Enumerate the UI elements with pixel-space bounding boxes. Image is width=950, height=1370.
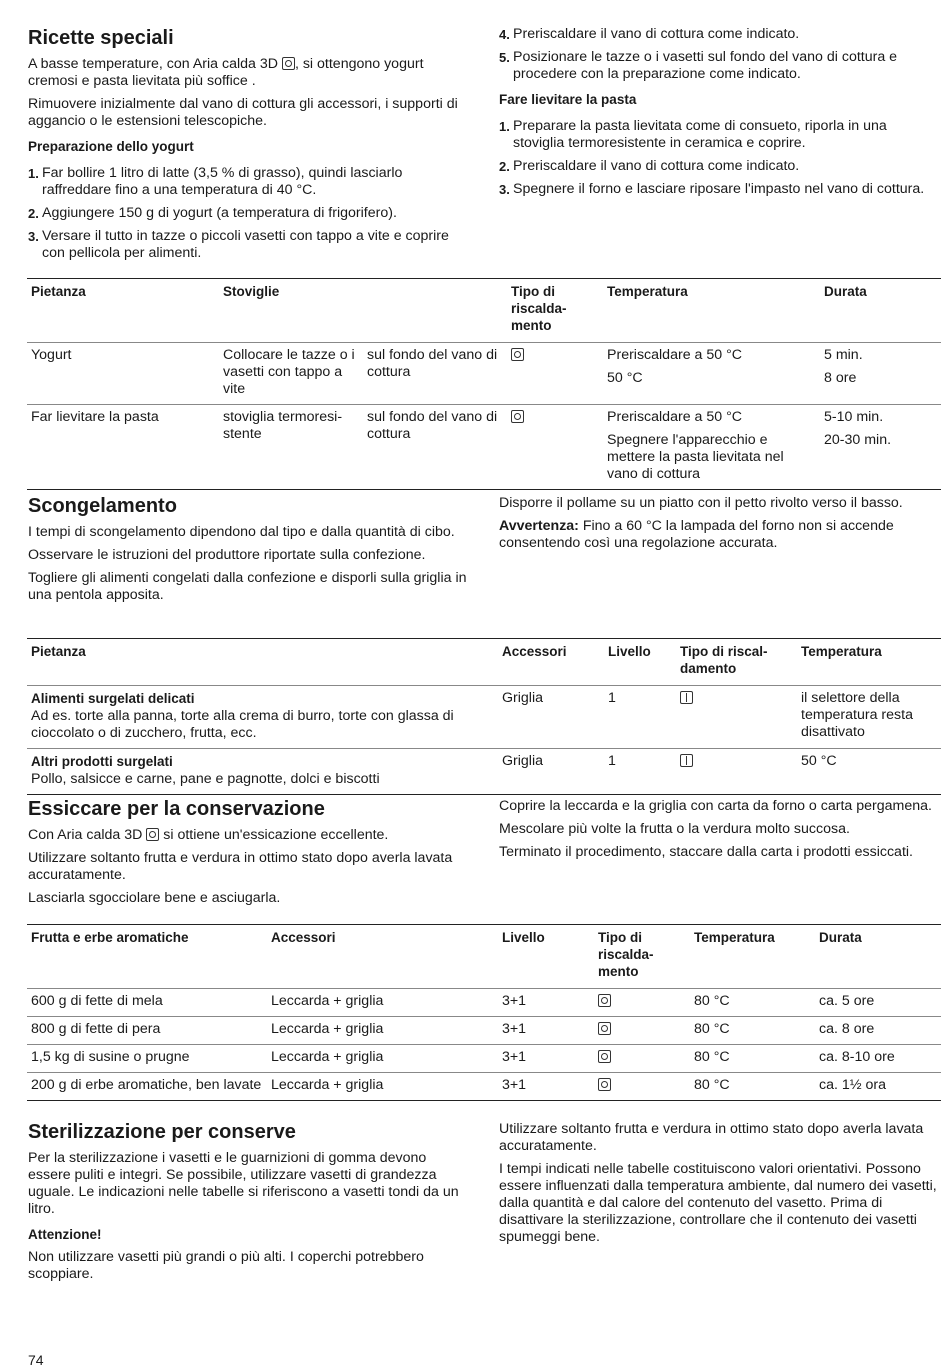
column-header: Temperatura: [801, 644, 882, 659]
ricette-left-column: [28, 26, 468, 268]
table-row: 600 g di fette di mela Leccarda + griglia 3+1 80 °C ca. 5 ore: [27, 989, 941, 1017]
defrost-icon: [680, 754, 693, 767]
table-row: Far lievitare la pasta stoviglia termoresi-stente sul fondo del vano di cottura Preriscaldare a 50 °C Spegnere l'apparecchio e mettere la pasta lievitata nel vano di cottura 5-10 min. 20-30 min.: [31, 409, 892, 482]
pasta-heading: Fare lievitare la pasta: [499, 92, 637, 107]
yogurt-heading: Preparazione dello yogurt: [28, 139, 194, 154]
hot-air-3d-icon: [511, 410, 524, 423]
column-header: Livello: [502, 930, 545, 945]
ricette-right-column: [499, 26, 941, 204]
list-item: 5. Posizionare le tazze o i vasetti sul fondo del vano di cottura e procedere con la preparazione come indicato.: [499, 49, 898, 82]
column-header: Pietanza: [31, 284, 86, 299]
column-header: Pietanza: [31, 644, 86, 659]
scongelamento-right-column: Disporre il pollame su un piatto con il petto rivolto verso il basso. Avvertenza: Fino a 60 °C la lampada del forno non si accende consentendo così una regolazione accurata.: [499, 495, 939, 558]
table-row: 200 g di erbe aromatiche, ben lavate Leccarda + griglia 3+1 80 °C ca. 1½ ora: [31, 1077, 887, 1093]
section-title-scongelamento: Scongelamento: [28, 495, 177, 517]
list-item: 2. Aggiungere 150 g di yogurt (a temperatura di frigorifero).: [28, 205, 397, 221]
hot-air-3d-icon: [598, 1078, 611, 1091]
attention-heading: Attenzione!: [28, 1227, 102, 1242]
table-row: 800 g di fette di pera Leccarda + griglia 3+1 80 °C ca. 8 ore: [27, 1017, 941, 1045]
column-header: Stoviglie: [223, 284, 280, 299]
section-title-sterilizzazione: Sterilizzazione per conserve: [28, 1121, 296, 1143]
list-item: 3. Spegnere il forno e lasciare riposare l'impasto nel vano di cottura.: [499, 181, 925, 197]
column-header: Tipo di riscalda-mento: [598, 930, 654, 979]
ricette-intro: A basse temperature, con Aria calda 3D , si ottengono yogurt cremosi e pasta lievitata più soffice .: [28, 56, 424, 89]
table-row: Alimenti surgelati delicati Ad es. torte alla panna, torte alla crema di burro, torte con glassa di cioccolato o di zucchero, frutta, ecc. Griglia 1 il selettore della temperatura resta disattivato: [27, 686, 941, 749]
yogurt-steps-list-continued: [499, 26, 941, 83]
table-row: Yogurt Collocare le tazze o i vasetti con tappo a vite sul fondo del vano di cottura Preriscaldare a 50 °C 50 °C 5 min. 8 ore: [27, 343, 941, 405]
section-title-essiccare: Essiccare per la conservazione: [28, 798, 325, 820]
column-header: Tipo di riscal-damento: [680, 644, 768, 676]
yogurt-pasta-table: [27, 278, 941, 490]
column-header: Accessori: [271, 930, 336, 945]
list-item: 3. Versare il tutto in tazze o piccoli vasetti con tappo a vite e coprire con pellicola per alimenti.: [28, 228, 449, 261]
column-header: Temperatura: [607, 284, 688, 299]
hot-air-3d-icon: [598, 1050, 611, 1063]
column-header: Tipo di riscalda-mento: [511, 284, 567, 333]
defrost-table: [27, 638, 941, 795]
warning-note: Avvertenza: Fino a 60 °C la lampada del forno non si accende consentendo così una regolazione accurata.: [499, 518, 894, 551]
sterilizzazione-right-column: Utilizzare soltanto frutta e verdura in ottimo stato dopo averla lavata accuratamente. I tempi indicati nelle tabelle costituiscono valori orientativi. Possono essere influenzati dalla temperatura ambiente, dal numero dei vasetti, dalla quantità e dal calore del contenuto del vasetto. Prima di disattivare la sterilizzazione, controllare che il contenuto dei vasetti spumeggi bene.: [499, 1121, 937, 1245]
section-title-ricette: Ricette speciali: [28, 27, 174, 49]
essiccare-left-column: Essiccare per la conservazione Con Aria calda 3D si ottiene un'essicazione eccellente. Utilizzare soltanto frutta e verdura in ottimo stato dopo averla lavata accuratamente. Lasciarla sgocciolare bene e asciugarla.: [28, 797, 468, 913]
pasta-steps-list: [499, 118, 941, 198]
column-header: Temperatura: [694, 930, 775, 945]
hot-air-3d-icon: [598, 994, 611, 1007]
table-row: Altri prodotti surgelati Pollo, salsicce e carne, pane e pagnotte, dolci e biscotti Griglia 1 50 °C: [31, 753, 837, 787]
essiccare-right-column: Coprire la leccarda e la griglia con carta da forno o carta pergamena. Mescolare più volte la frutta o la verdura molto succosa. Terminato il procedimento, staccare dalla carta i prodotti essiccati.: [499, 798, 932, 860]
column-header: Accessori: [502, 644, 567, 659]
table-row: 1,5 kg di susine o prugne Leccarda + griglia 3+1 80 °C ca. 8-10 ore: [27, 1045, 941, 1073]
defrost-icon: [680, 691, 693, 704]
list-item: 2. Preriscaldare il vano di cottura come indicato.: [499, 158, 800, 174]
page-number: 74: [28, 1352, 44, 1368]
hot-air-3d-icon: [282, 57, 295, 70]
hot-air-3d-icon: [511, 348, 524, 361]
column-header: Durata: [819, 930, 862, 945]
scongelamento-left-column: Scongelamento I tempi di scongelamento dipendono dal tipo e dalla quantità di cibo. Osservare le istruzioni del produttore riportate sulla confezione. Togliere gli alimenti congelati dalla confezione e disporli sulla griglia in una pentola apposita.: [28, 495, 467, 603]
list-item: 1. Far bollire 1 litro di latte (3,5 % di grasso), quindi lasciarlo raffreddare fino a una temperatura di 40 °C.: [28, 165, 403, 198]
sterilizzazione-left-column: Sterilizzazione per conserve Per la sterilizzazione i vasetti e le guarnizioni di gomma devono essere puliti e integri. Se possibile, utilizzare vasetti di grandezza uguale. Le indicazioni nelle tabelle si riferiscono a vasetti tondi da un litro. Attenzione! Non utilizzare vasetti più grandi o più alti. I coperchi potrebbero scoppiare.: [28, 1120, 468, 1289]
ricette-intro2: Rimuovere inizialmente dal vano di cottura gli accessori, i supporti di aggancio o le estensioni telescopiche.: [28, 96, 458, 129]
hot-air-3d-icon: [598, 1022, 611, 1035]
hot-air-3d-icon: [146, 828, 159, 841]
yogurt-steps-list: [28, 165, 468, 262]
list-item: 1. Preparare la pasta lievitata come di consueto, riporla in una stoviglia termoresistente in ceramica e coprire.: [499, 118, 887, 151]
column-header: Durata: [824, 284, 867, 299]
column-header: Livello: [608, 644, 651, 659]
list-item: 4. Preriscaldare il vano di cottura come indicato.: [499, 26, 800, 42]
column-header: Frutta e erbe aromatiche: [31, 930, 189, 945]
drying-table: [27, 924, 941, 1101]
